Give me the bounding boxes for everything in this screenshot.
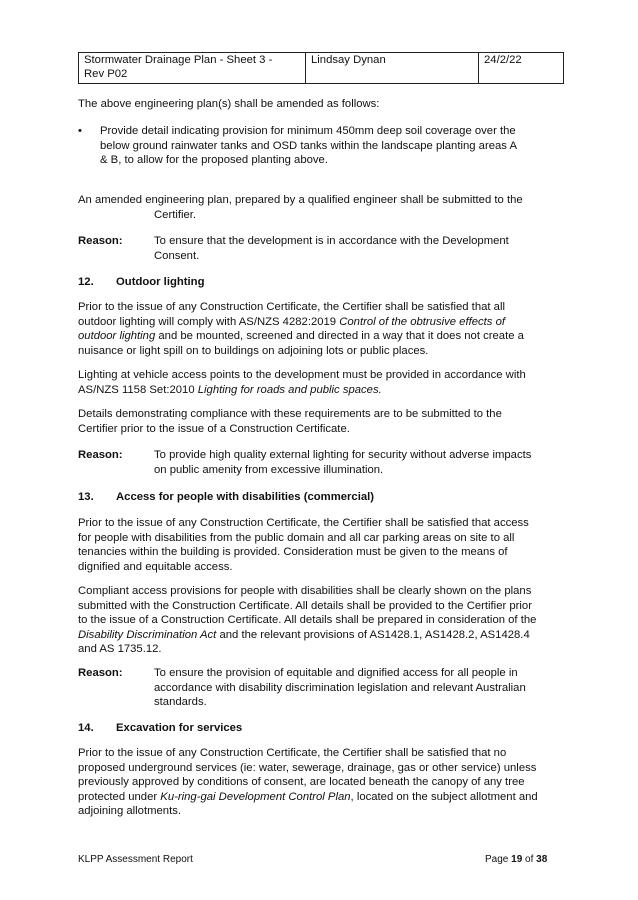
current-page: 19 bbox=[511, 854, 523, 865]
reason-line: on public amenity from excessive illumination. bbox=[154, 463, 384, 476]
paragraph-line: An amended engineering plan, prepared by a qualified engineer shall be submitted to the bbox=[78, 194, 523, 206]
paragraph-line: and AS 1735.12. bbox=[78, 643, 162, 655]
s13-paragraph-2 bbox=[78, 584, 564, 657]
paragraph-line: submitted with the Construction Certificate. All details shall be provided to the Certifier prior bbox=[78, 599, 532, 612]
table-cell-document-name bbox=[79, 53, 306, 84]
section-heading-14 bbox=[78, 721, 242, 735]
reason-text bbox=[154, 666, 564, 710]
page-word: Page bbox=[485, 854, 512, 865]
standard-title: outdoor lighting bbox=[78, 330, 156, 342]
reason-label: Reason: bbox=[78, 235, 123, 247]
document-name-line1: Stormwater Drainage Plan - Sheet 3 - bbox=[84, 54, 273, 66]
of-word: of bbox=[522, 854, 537, 865]
reason-text bbox=[154, 448, 564, 477]
s12-paragraph-2 bbox=[78, 368, 564, 397]
bullet-line: & B, to allow for the proposed planting above. bbox=[100, 154, 328, 166]
s12-paragraph-1 bbox=[78, 300, 564, 358]
paragraph-line: nuisance or light spill on to buildings on adjoining lots or public places. bbox=[78, 344, 429, 357]
total-pages: 38 bbox=[536, 854, 548, 865]
section-heading-13 bbox=[78, 490, 374, 504]
reason-label: Reason: bbox=[78, 667, 123, 679]
bullet-text bbox=[100, 124, 564, 168]
standard-title: Control of the obtrusive effects of bbox=[339, 315, 506, 328]
footer-report-title: KLPP Assessment Report bbox=[78, 854, 193, 865]
paragraph-line: proposed underground services (ie: water, sewerage, drainage, gas or other service) unless bbox=[78, 761, 537, 774]
paragraph-line: Certifier. bbox=[154, 208, 197, 221]
reason-line: To ensure the provision of equitable and dignified access for all people in bbox=[154, 667, 518, 679]
paragraph-line: dignified and equitable access. bbox=[78, 560, 233, 573]
section-heading-12 bbox=[78, 275, 204, 289]
paragraph-line: previously approved by conditions of consent, are located beneath the canopy of any tree bbox=[78, 776, 525, 788]
paragraph-line: , located on the subject allotment and bbox=[350, 790, 538, 803]
plan-title: Ku-ring-gai Development Control Plan bbox=[160, 790, 351, 803]
section-title: Access for people with disabilities (commercial) bbox=[116, 491, 375, 503]
section-title: Outdoor lighting bbox=[116, 276, 205, 288]
paragraph-line: Lighting at vehicle access points to the development must be provided in accordance with bbox=[78, 369, 526, 381]
document-name-line2: Rev P02 bbox=[84, 67, 128, 80]
s12-paragraph-3 bbox=[78, 407, 564, 436]
paragraph-line: AS/NZS 1158 Set:2010 bbox=[78, 383, 198, 396]
table-cell-date: 24/2/22 bbox=[479, 53, 564, 84]
reason-line: Consent. bbox=[154, 249, 200, 262]
footer-page-number bbox=[485, 854, 547, 865]
section-number: 12. bbox=[78, 276, 94, 288]
paragraph-line: Details demonstrating compliance with these requirements are to be submitted to the bbox=[78, 408, 502, 420]
section-number: 13. bbox=[78, 491, 94, 503]
reason-text bbox=[154, 234, 564, 263]
paragraph-line: Prior to the issue of any Construction Certificate, the Certifier shall be satisfied that no bbox=[78, 747, 507, 759]
intro-line: The above engineering plan(s) shall be amended as follows: bbox=[78, 98, 380, 110]
paragraph-line: for people with disabilities from the public domain and all car parking areas on site to all bbox=[78, 531, 515, 544]
paragraph-line: Prior to the issue of any Construction Certificate, the Certifier shall be satisfied that all bbox=[78, 301, 505, 313]
standard-title: Lighting for roads and public spaces. bbox=[197, 383, 382, 396]
paragraph-line: Certifier prior to the issue of a Construction Certificate. bbox=[78, 422, 350, 435]
paragraph-line: Compliant access provisions for people with disabilities shall be clearly shown on the plans bbox=[78, 585, 532, 597]
bullet-dot: • bbox=[78, 125, 82, 137]
bullet-line: Provide detail indicating provision for minimum 450mm deep soil coverage over the bbox=[100, 125, 516, 137]
reason-label: Reason: bbox=[78, 449, 123, 461]
document-reference-table bbox=[78, 52, 564, 84]
section-number: 14. bbox=[78, 722, 94, 734]
s14-paragraph-1 bbox=[78, 746, 564, 819]
table-cell-author: Lindsay Dynan bbox=[306, 53, 479, 84]
paragraph-line: adjoining allotments. bbox=[78, 805, 181, 817]
act-title: Disability Discrimination Act bbox=[78, 628, 217, 641]
reason-line: standards. bbox=[154, 696, 207, 708]
paragraph-line: and the relevant provisions of AS1428.1, AS1428.2, AS1428.4 bbox=[216, 628, 530, 641]
reason-line: To ensure that the development is in accordance with the Development bbox=[154, 235, 509, 247]
amended-plan-paragraph bbox=[78, 193, 564, 222]
section-title: Excavation for services bbox=[116, 722, 243, 734]
paragraph-line: protected under bbox=[78, 790, 161, 803]
bullet-line: below ground rainwater tanks and OSD tanks within the landscape planting areas A bbox=[100, 139, 517, 152]
paragraph-line: and be mounted, screened and directed in a way that it does not create a bbox=[155, 330, 524, 342]
paragraph-line: Prior to the issue of any Construction Certificate, the Certifier shall be satisfied that access bbox=[78, 517, 529, 529]
table-row bbox=[79, 53, 564, 84]
reason-line: accordance with disability discrimination legislation and relevant Australian bbox=[154, 681, 526, 694]
intro-text bbox=[78, 97, 564, 112]
reason-line: To provide high quality external lighting for security without adverse impacts bbox=[154, 449, 532, 461]
paragraph-line: tenancies within the building is provided. Consideration must be given to the means of bbox=[78, 546, 508, 558]
s13-paragraph-1 bbox=[78, 516, 564, 574]
paragraph-line: outdoor lighting will comply with AS/NZS 4282:2019 bbox=[78, 315, 340, 328]
paragraph-line: to the issue of a Construction Certificate. All details shall be prepared in consideration of the bbox=[78, 614, 537, 626]
